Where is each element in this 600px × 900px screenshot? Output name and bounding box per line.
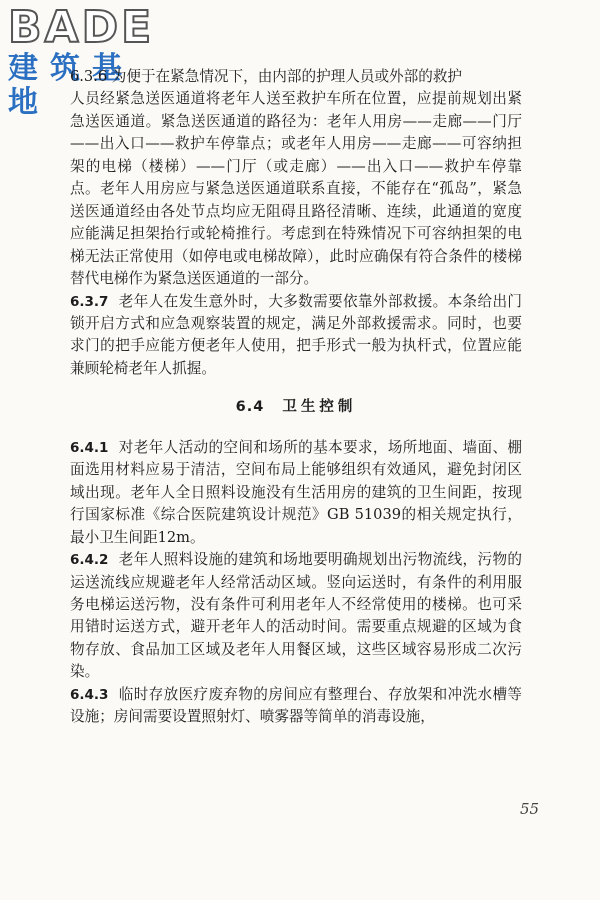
clause-6-4-1 (70, 437, 522, 549)
clause-number: 6.3.7 (70, 293, 109, 310)
clause-number: 6.4.3 (70, 686, 109, 703)
clause-6-4-3 (70, 684, 522, 729)
clause-text: 临时存放医疗废弃物的房间应有整理台、存放架和冲洗水槽等设施；房间需要设置照射灯、喷雾器等简单的消毒设施， (70, 685, 522, 726)
clause-text: 对老年人活动的空间和场所的基本要求，场所地面、墙面、棚面选用材料应易于清洁，空间布局上能够组织有效通风，避免封闭区域出现。老年人全日照料设施没有生活用房的建筑的卫生间距，按现行国家标准《综合医院建筑设计规范》GB 51039的相关规定执行，最小卫生间距12m。 (70, 438, 522, 546)
clause-text: 老年人照料设施的建筑和场地要明确规划出污物流线，污物的运送流线应规避老年人经常活动区域。竖向运送时，有条件的利用服务电梯运送污物，没有条件可利用老年人不经常使用的楼梯。也可采用错时运送方式，避开老年人的活动时间。需要重点规避的区域为食物存放、食品加工区域及老年人用餐区域，这些区域容易形成二次污染。 (70, 551, 522, 681)
section-title (70, 396, 522, 418)
clause-6-3-6-text: 人员经紧急送医通道将老年人送至救护车所在位置，应提前规划出紧急送医通道。紧急送医通道的路径为：老年人用房——走廊——门厅——出入口——救护车停靠点；或老年人用房——走廊——可容纳担架的电梯（楼梯）——门厅（或走廊）——出入口——救护车停靠点。老年人用房应与紧急送医通道联系直接，不能存在“孤岛”，紧急送医通道经由各处节点均应无阻碍且路径清晰、连续，此通道的宽度应能满足担架抬行或轮椅推行。考虑到在特殊情况下可容纳担架的电梯无法正常使用（如停电或电梯故障），此时应确保有符合条件的楼梯替代电梯作为紧急送医通道的一部分。 (70, 90, 522, 288)
page-number: 55 (520, 800, 540, 818)
logo-text: BADE (8, 2, 155, 53)
clause-6-3-6-first-line: 6.3.6 为便于在紧急情况下，由内部的护理人员或外部的救护 (70, 68, 463, 85)
logo-subtitle: 建筑基地 (8, 51, 134, 120)
section-heading: 卫生控制 (282, 399, 357, 416)
clause-6-4-2 (70, 549, 522, 684)
document-body (70, 66, 522, 729)
clause-text: 老年人在发生意外时，大多数需要依靠外部救援。本条给出门锁开启方式和应急观察装置的规定，满足外部救援需求。同时，也要求门的把手应能方便老年人使用，把手形式一般为执杆式，位置应能兼顾轮椅老年人抓握。 (70, 292, 522, 377)
clause-number: 6.4.1 (70, 439, 109, 456)
section-number: 6.4 (235, 399, 265, 416)
clause-number: 6.4.2 (70, 552, 109, 569)
clause-6-3-7 (70, 291, 522, 381)
